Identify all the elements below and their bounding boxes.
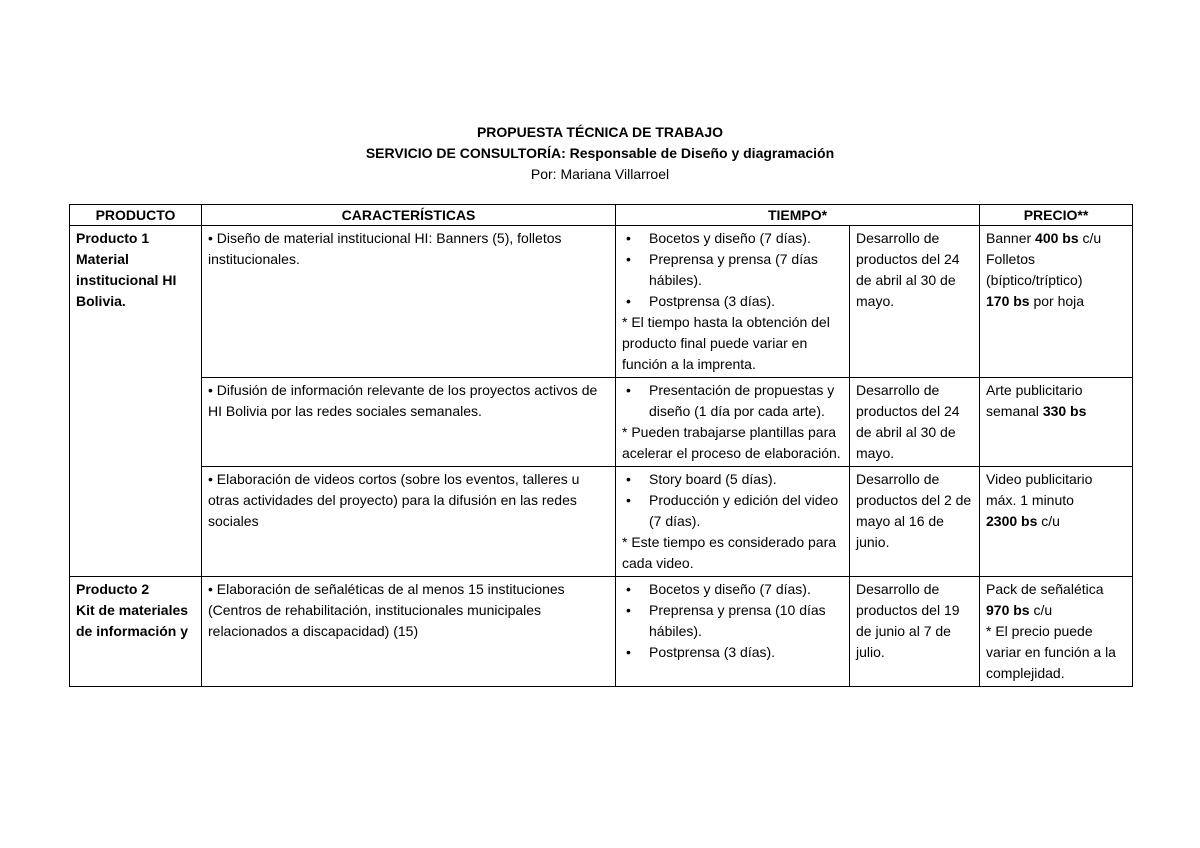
product-label: Producto 2 bbox=[76, 581, 150, 597]
list-item: • Postprensa (3 días). bbox=[622, 291, 843, 312]
price-cell bbox=[980, 226, 1133, 378]
product-cell bbox=[70, 577, 202, 687]
period-cell: Desarrollo de productos del 19 de junio al 7 de julio. bbox=[850, 577, 980, 687]
time-note: * Pueden trabajarse plantillas para acelerar el proceso de elaboración. bbox=[622, 424, 841, 461]
product-cell bbox=[70, 226, 202, 577]
feature-cell: • Elaboración de videos cortos (sobre los eventos, talleres u otras actividades del proyecto) para la difusión en las redes sociales bbox=[202, 467, 616, 577]
time-cell bbox=[616, 226, 850, 378]
header-tiempo: TIEMPO* bbox=[616, 205, 980, 226]
price-note: * El precio puede variar en función a la complejidad. bbox=[986, 623, 1116, 681]
price-cell bbox=[980, 467, 1133, 577]
feature-cell: • Diseño de material institucional HI: Banners (5), folletos institucionales. bbox=[202, 226, 616, 378]
table-row bbox=[70, 378, 1133, 467]
price-line: 2300 bs c/u bbox=[986, 513, 1060, 529]
header-caracteristicas: CARACTERÍSTICAS bbox=[202, 205, 616, 226]
product-label: Producto 1 bbox=[76, 230, 150, 246]
price-line: Banner 400 bs c/u bbox=[986, 230, 1102, 246]
price-line: Folletos (bíptico/tríptico) bbox=[986, 251, 1083, 288]
list-item: • Preprensa y prensa (10 días hábiles). bbox=[622, 600, 843, 642]
document-subtitle: SERVICIO DE CONSULTORÍA: Responsable de Diseño y diagramación bbox=[365, 145, 835, 161]
product-name: Kit de materiales de información y bbox=[76, 602, 189, 639]
list-item: • Bocetos y diseño (7 días). bbox=[622, 228, 843, 249]
price-cell bbox=[980, 378, 1133, 467]
header-precio: PRECIO** bbox=[980, 205, 1133, 226]
price-line: Video publicitario máx. 1 minuto bbox=[986, 471, 1093, 508]
period-cell: Desarrollo de productos del 24 de abril al 30 de mayo. bbox=[850, 378, 980, 467]
list-item: • Story board (5 días). bbox=[622, 469, 843, 490]
document-author: Por: Mariana Villarroel bbox=[530, 166, 670, 182]
period-cell: Desarrollo de productos del 24 de abril al 30 de mayo. bbox=[850, 226, 980, 378]
price-line: 170 bs por hoja bbox=[986, 293, 1085, 309]
time-note: * El tiempo hasta la obtención del producto final puede variar en función a la imprenta. bbox=[622, 314, 830, 372]
proposal-table bbox=[69, 204, 1133, 687]
time-cell bbox=[616, 467, 850, 577]
header-producto: PRODUCTO bbox=[70, 205, 202, 226]
price-line: 970 bs c/u bbox=[986, 602, 1053, 618]
table-row bbox=[70, 467, 1133, 577]
document-header bbox=[0, 122, 1200, 185]
product-name: Material institucional HI Bolivia. bbox=[76, 251, 177, 309]
table-row bbox=[70, 577, 1133, 687]
list-item: • Presentación de propuestas y diseño (1 día por cada arte). bbox=[622, 380, 843, 422]
time-note: * Este tiempo es considerado para cada video. bbox=[622, 534, 837, 571]
feature-cell: • Difusión de información relevante de los proyectos activos de HI Bolivia por las redes sociales semanales. bbox=[202, 378, 616, 467]
list-item: • Postprensa (3 días). bbox=[622, 642, 843, 663]
table-row bbox=[70, 226, 1133, 378]
price-line: Arte publicitario semanal 330 bs bbox=[986, 382, 1087, 419]
price-line: Pack de señalética bbox=[986, 581, 1104, 597]
table-header-row bbox=[70, 205, 1133, 226]
list-item: • Preprensa y prensa (7 días hábiles). bbox=[622, 249, 843, 291]
time-cell bbox=[616, 577, 850, 687]
list-item: • Bocetos y diseño (7 días). bbox=[622, 579, 843, 600]
list-item: • Producción y edición del video (7 días). bbox=[622, 490, 843, 532]
period-cell: Desarrollo de productos del 2 de mayo al 16 de junio. bbox=[850, 467, 980, 577]
time-cell bbox=[616, 378, 850, 467]
document-title: PROPUESTA TÉCNICA DE TRABAJO bbox=[476, 124, 724, 140]
feature-cell: • Elaboración de señaléticas de al menos 15 instituciones (Centros de rehabilitación, institucionales municipales relacionados a discapacidad) (15) bbox=[202, 577, 616, 687]
price-cell bbox=[980, 577, 1133, 687]
